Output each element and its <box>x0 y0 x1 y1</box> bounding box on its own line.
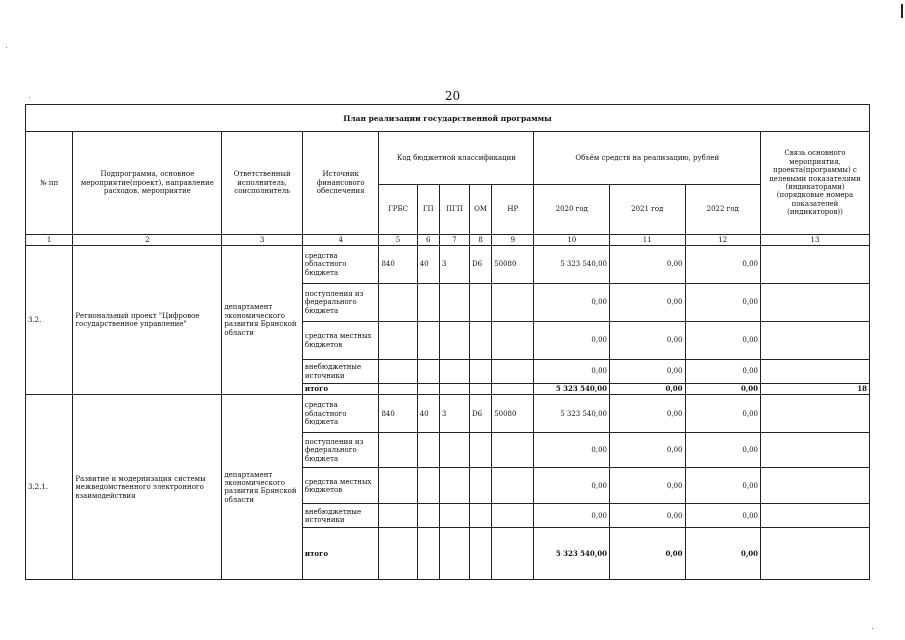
header-source: Источник финансового обеспечения <box>302 132 379 235</box>
empty-cell <box>492 360 534 384</box>
row-responsible: департамент экономического развития Брянской области <box>222 395 303 580</box>
row-2021: 0,00 <box>609 468 685 504</box>
row-2022: 0,00 <box>685 468 761 504</box>
column-number: 4 <box>302 235 379 246</box>
empty-cell <box>439 504 469 528</box>
header-subprogram: Подпрограмма, основное мероприятие(проект), направление расходов, мероприятие <box>73 132 222 235</box>
row-link <box>761 395 870 433</box>
empty-cell <box>379 360 417 384</box>
row-2022: 0,00 <box>685 395 761 433</box>
row-2022: 0,00 <box>685 360 761 384</box>
column-number: 12 <box>685 235 761 246</box>
empty-cell <box>417 384 439 395</box>
header-num: № пп <box>26 132 73 235</box>
empty-cell <box>417 360 439 384</box>
table-row <box>26 246 870 284</box>
empty-cell <box>470 384 492 395</box>
empty-cell <box>492 384 534 395</box>
header-grbs: ГРБС <box>379 185 417 235</box>
empty-cell <box>470 468 492 504</box>
page-number: 20 <box>444 89 461 103</box>
total-label: итого <box>302 384 379 395</box>
empty-cell <box>417 528 439 580</box>
empty-cell <box>470 322 492 360</box>
empty-cell <box>379 504 417 528</box>
row-source: средства областного бюджета <box>302 395 379 433</box>
row-2021: 0,00 <box>609 433 685 468</box>
row-om: D6 <box>470 246 492 284</box>
empty-cell <box>439 468 469 504</box>
empty-cell <box>417 504 439 528</box>
empty-cell <box>379 528 417 580</box>
column-number: 2 <box>73 235 222 246</box>
header-2021: 2021 год <box>609 185 685 235</box>
empty-cell <box>492 468 534 504</box>
row-np: 50080 <box>492 246 534 284</box>
empty-cell <box>492 433 534 468</box>
total-label: итого <box>302 528 379 580</box>
empty-cell <box>470 528 492 580</box>
row-om: D6 <box>470 395 492 433</box>
row-2020: 0,00 <box>534 322 610 360</box>
total-2022: 0,00 <box>685 384 761 395</box>
column-number: 8 <box>470 235 492 246</box>
row-grbs: 840 <box>379 246 417 284</box>
total-link <box>761 528 870 580</box>
empty-cell <box>379 384 417 395</box>
row-source: поступления из федерального бюджета <box>302 284 379 322</box>
column-number: 5 <box>379 235 417 246</box>
row-grbs: 840 <box>379 395 417 433</box>
column-number: 13 <box>761 235 870 246</box>
row-2020: 0,00 <box>534 433 610 468</box>
row-2021: 0,00 <box>609 322 685 360</box>
empty-cell <box>761 433 870 468</box>
empty-cell <box>492 528 534 580</box>
row-pgp: 3 <box>439 395 469 433</box>
empty-cell <box>492 322 534 360</box>
row-2022: 0,00 <box>685 433 761 468</box>
row-source: поступления из федерального бюджета <box>302 433 379 468</box>
empty-cell <box>761 360 870 384</box>
header-budget-code: Код бюджетной классификации <box>379 132 534 185</box>
table-title: План реализации государственной программы <box>26 105 870 132</box>
column-number: 1 <box>26 235 73 246</box>
program-plan-table <box>25 104 870 580</box>
empty-cell <box>492 504 534 528</box>
row-gp: 40 <box>417 395 439 433</box>
scan-speck <box>872 628 873 629</box>
row-2021: 0,00 <box>609 395 685 433</box>
header-om: ОМ <box>470 185 492 235</box>
row-2022: 0,00 <box>685 322 761 360</box>
empty-cell <box>439 284 469 322</box>
row-2020: 0,00 <box>534 284 610 322</box>
column-number: 7 <box>439 235 469 246</box>
row-link <box>761 246 870 284</box>
row-2020: 5 323 540,00 <box>534 395 610 433</box>
total-link: 18 <box>761 384 870 395</box>
row-name: Региональный проект "Цифровое государственное управление" <box>73 246 222 395</box>
row-num: 3.2. <box>26 246 73 395</box>
row-np: 50080 <box>492 395 534 433</box>
table-row <box>26 395 870 433</box>
empty-cell <box>379 433 417 468</box>
empty-cell <box>439 322 469 360</box>
column-number: 9 <box>492 235 534 246</box>
header-link: Связь основного мероприятия, проекта(программы) с целевыми показателями (индикаторами) (порядковые номера показателей (индикаторов)) <box>761 132 870 235</box>
empty-cell <box>439 384 469 395</box>
empty-cell <box>470 433 492 468</box>
row-source: средства областного бюджета <box>302 246 379 284</box>
row-2021: 0,00 <box>609 284 685 322</box>
row-2020: 0,00 <box>534 468 610 504</box>
table-title-row <box>26 105 870 132</box>
row-gp: 40 <box>417 246 439 284</box>
empty-cell <box>439 528 469 580</box>
empty-cell <box>379 284 417 322</box>
row-2022: 0,00 <box>685 284 761 322</box>
empty-cell <box>439 360 469 384</box>
empty-cell <box>761 504 870 528</box>
row-responsible: департамент экономического развития Брянской области <box>222 246 303 395</box>
total-2021: 0,00 <box>609 528 685 580</box>
total-2022: 0,00 <box>685 528 761 580</box>
row-2021: 0,00 <box>609 246 685 284</box>
total-2020: 5 323 540,00 <box>534 384 610 395</box>
row-source: внебюджетные источники <box>302 360 379 384</box>
row-source: средства местных бюджетов <box>302 468 379 504</box>
column-number: 3 <box>222 235 303 246</box>
total-2021: 0,00 <box>609 384 685 395</box>
empty-cell <box>417 433 439 468</box>
empty-cell <box>417 284 439 322</box>
column-number: 11 <box>609 235 685 246</box>
row-source: внебюджетные источники <box>302 504 379 528</box>
row-2021: 0,00 <box>609 504 685 528</box>
row-num: 3.2.1. <box>26 395 73 580</box>
empty-cell <box>439 433 469 468</box>
empty-cell <box>379 322 417 360</box>
row-2021: 0,00 <box>609 360 685 384</box>
row-2020: 0,00 <box>534 360 610 384</box>
scan-edge-mark <box>901 4 903 18</box>
header-pgp: ПГП <box>439 185 469 235</box>
empty-cell <box>761 322 870 360</box>
empty-cell <box>417 322 439 360</box>
row-2022: 0,00 <box>685 504 761 528</box>
scan-speck <box>6 47 7 48</box>
column-number-row <box>26 235 870 246</box>
header-2022: 2022 год <box>685 185 761 235</box>
row-name: Развитие и модернизация системы межведомственного электронного взаимодействия <box>73 395 222 580</box>
empty-cell <box>492 284 534 322</box>
header-responsible: Ответственный исполнитель, соисполнитель <box>222 132 303 235</box>
header-np: НР <box>492 185 534 235</box>
empty-cell <box>761 468 870 504</box>
row-2022: 0,00 <box>685 246 761 284</box>
column-number: 6 <box>417 235 439 246</box>
row-2020: 0,00 <box>534 504 610 528</box>
column-number: 10 <box>534 235 610 246</box>
empty-cell <box>761 284 870 322</box>
header-volume: Объём средств на реализацию, рублей <box>534 132 761 185</box>
empty-cell <box>470 504 492 528</box>
empty-cell <box>470 360 492 384</box>
row-2020: 5 323 540,00 <box>534 246 610 284</box>
row-pgp: 3 <box>439 246 469 284</box>
row-source: средства местных бюджетов <box>302 322 379 360</box>
empty-cell <box>379 468 417 504</box>
header-2020: 2020 год <box>534 185 610 235</box>
header-row-1 <box>26 132 870 185</box>
total-2020: 5 323 540,00 <box>534 528 610 580</box>
empty-cell <box>417 468 439 504</box>
header-gp: ГП <box>417 185 439 235</box>
empty-cell <box>470 284 492 322</box>
